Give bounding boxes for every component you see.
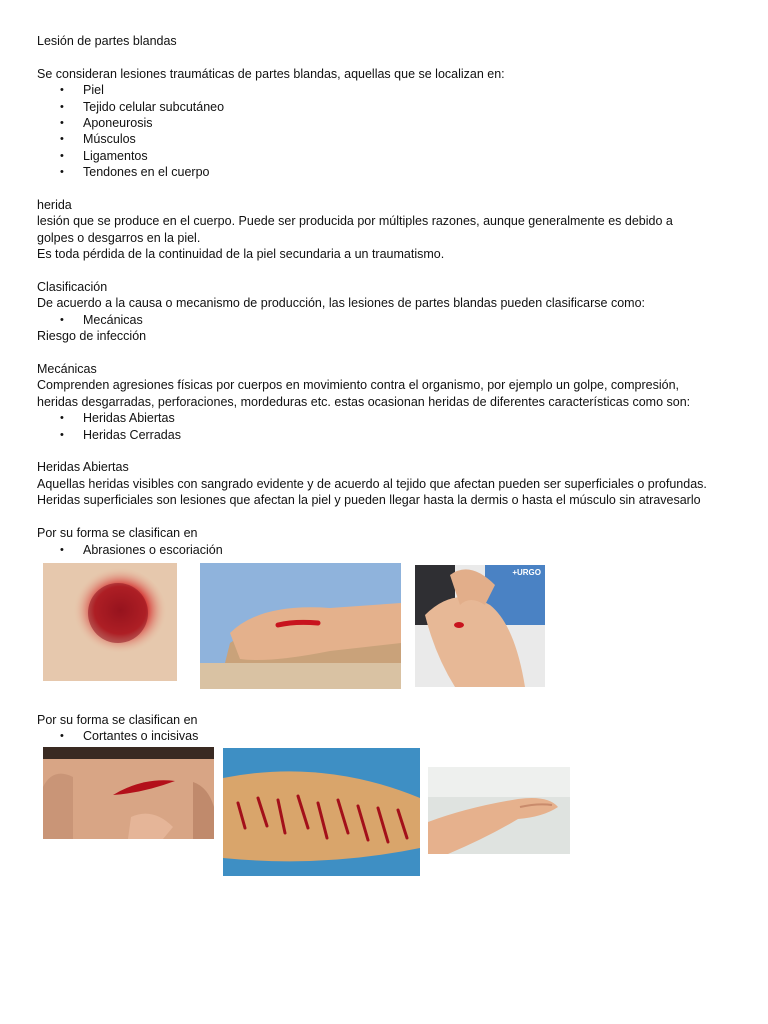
abrasion-photo-3: [415, 565, 545, 687]
list-item: • Piel: [37, 82, 737, 98]
list-item: • Heridas Cerradas: [37, 427, 737, 443]
list-item: • Aponeurosis: [37, 115, 737, 131]
clasificacion-list: [37, 312, 737, 328]
list-item: • Tejido celular subcutáneo: [37, 99, 737, 115]
mecanicas-heading: Mecánicas: [37, 362, 97, 377]
herida-text: lesión que se produce en el cuerpo. Puede ser producida por múltiples razones, aunque generalmente es debido a: [37, 214, 673, 229]
clasificacion-text: De acuerdo a la causa o mecanismo de producción, las lesiones de partes blandas pueden clasificarse como:: [37, 296, 645, 311]
mecanicas-text: Comprenden agresiones físicas por cuerpos en movimiento contra el organismo, por ejemplo un golpe, compresión,: [37, 378, 680, 393]
abiertas-text: Heridas superficiales son lesiones que afectan la piel y pueden llegar hasta la dermis o hasta el músculo sin atravesarlo: [37, 493, 701, 508]
abiertas-heading: Heridas Abiertas: [37, 460, 129, 475]
abiertas-text: Aquellas heridas visibles con sangrado evidente y de acuerdo al tejido que afectan pueden ser superficiales o profundas.: [37, 476, 707, 491]
abrasion-photo-1: [43, 563, 177, 681]
herida-text: Es toda pérdida de la continuidad de la piel secundaria a un traumatismo.: [37, 247, 445, 262]
list-item: • Músculos: [37, 131, 737, 147]
list-item: • Cortantes o incisivas: [37, 728, 737, 744]
urgo-watermark: +URGO: [512, 568, 541, 577]
location-list: [37, 82, 737, 180]
cut-photo-2: [223, 748, 420, 876]
forma-heading: Por su forma se clasifican en: [37, 713, 198, 727]
list-item: • Mecánicas: [37, 312, 737, 328]
forma2-section: [37, 712, 737, 745]
cut-photo-3: [428, 767, 570, 854]
forma-list: [37, 728, 737, 744]
abrasion-photo-2: [200, 563, 401, 689]
herida-heading: herida: [37, 198, 72, 213]
list-item: • Tendones en el cuerpo: [37, 164, 737, 180]
document-body: [37, 33, 737, 558]
cut-photo-1: [43, 747, 214, 839]
list-item: • Heridas Abiertas: [37, 410, 737, 426]
clasificacion-heading: Clasificación: [37, 280, 108, 295]
list-item: • Ligamentos: [37, 148, 737, 164]
forma-list: [37, 542, 737, 558]
intro-text: Se consideran lesiones traumáticas de partes blandas, aquellas que se localizan en:: [37, 66, 505, 81]
doc-title: Lesión de partes blandas: [37, 34, 177, 48]
forma-heading: Por su forma se clasifican en: [37, 526, 198, 541]
clasificacion-extra: Riesgo de infección: [37, 329, 147, 344]
mecanicas-text: heridas desgarradas, perforaciones, mordeduras etc. estas ocasionan heridas de diferentes características como son:: [37, 394, 691, 409]
list-item: • Abrasiones o escoriación: [37, 542, 737, 558]
mecanicas-list: [37, 410, 737, 443]
herida-text: golpes o desgarros en la piel.: [37, 230, 201, 245]
